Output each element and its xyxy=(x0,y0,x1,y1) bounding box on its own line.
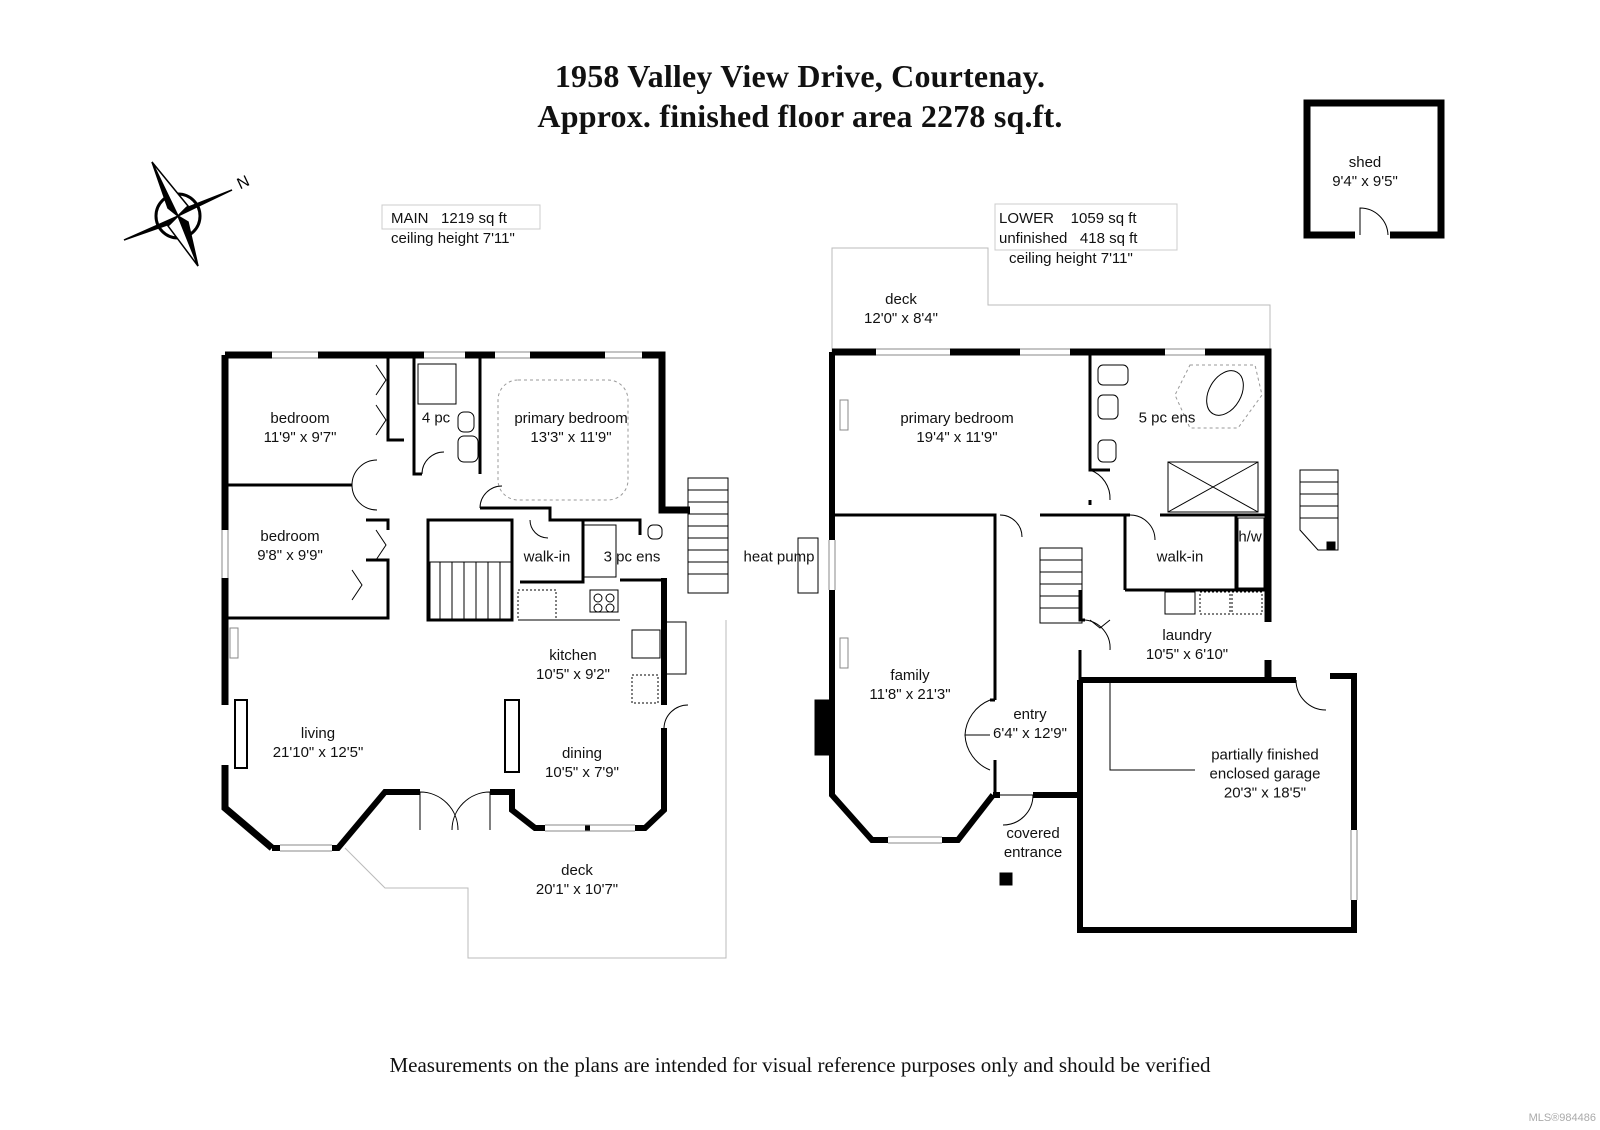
lower-info xyxy=(999,209,1137,269)
room-name: shed xyxy=(1348,154,1382,171)
room-label-family xyxy=(869,666,950,704)
room-size: 9'8" x 9'9" xyxy=(257,547,323,564)
room-size: 9'4" x 9'5" xyxy=(1332,173,1398,190)
room-label-bedroom-1 xyxy=(264,409,337,447)
room-name-2: enclosed garage xyxy=(1209,765,1321,783)
compass-north-label: N xyxy=(234,172,253,194)
room-name: walk-in xyxy=(1156,548,1204,566)
main-info-area: MAIN 1219 sq ft xyxy=(391,210,507,227)
room-label-garage xyxy=(1210,746,1321,803)
room-label-5pc-ens xyxy=(1139,409,1196,428)
page-title: 1958 Valley View Drive, Courtenay. xyxy=(554,58,1046,94)
room-name: family xyxy=(890,667,930,684)
room-label-deck-main xyxy=(536,861,618,899)
room-label-walk-in-main xyxy=(524,548,571,567)
heat-pump-label: heat pump xyxy=(743,548,815,566)
room-size: 10'5" x 6'10" xyxy=(1145,646,1229,663)
room-label-shed xyxy=(1332,153,1398,191)
room-label-walk-in-lower xyxy=(1157,548,1204,567)
room-name: living xyxy=(300,725,336,742)
room-size: 19'4" x 11'9" xyxy=(916,429,998,446)
lower-info-area: LOWER 1059 sq ft xyxy=(999,210,1137,227)
mls-watermark: MLS®984486 xyxy=(1528,1112,1596,1124)
room-label-4pc-bath xyxy=(422,409,450,428)
room-size: 20'3" x 18'5" xyxy=(1223,784,1307,802)
lower-floor-plan xyxy=(815,248,1357,930)
room-label-kitchen xyxy=(536,646,610,684)
room-name: dining xyxy=(561,745,603,762)
room-name: kitchen xyxy=(549,647,597,664)
room-size: 10'5" x 7'9" xyxy=(545,764,619,781)
room-name: 3 pc ens xyxy=(603,548,661,566)
room-name: h/w xyxy=(1238,528,1262,546)
room-label-deck-lower xyxy=(864,290,938,328)
room-name: walk-in xyxy=(523,548,571,566)
lower-info-unfinished: unfinished 418 sq ft xyxy=(999,230,1138,247)
room-name: 5 pc ens xyxy=(1138,409,1196,427)
room-name: primary bedroom xyxy=(900,410,1014,427)
room-label-entry xyxy=(993,705,1067,743)
room-size: 11'9" x 9'7" xyxy=(263,429,337,446)
room-name: 4 pc xyxy=(421,409,451,427)
main-info xyxy=(391,209,515,249)
main-info-ceiling: ceiling height 7'11" xyxy=(391,230,515,247)
room-label-primary-bedroom-lower xyxy=(900,409,1013,447)
lower-info-ceiling: ceiling height 7'11" xyxy=(1009,250,1133,267)
room-label-bedroom-2 xyxy=(257,527,323,565)
room-size: 10'5" x 9'2" xyxy=(536,666,610,683)
room-name: deck xyxy=(561,862,593,879)
room-name: covered xyxy=(1006,825,1060,842)
room-name: deck xyxy=(885,291,917,308)
room-name: primary bedroom xyxy=(514,410,628,427)
room-name: bedroom xyxy=(260,528,320,545)
room-name: entry xyxy=(1013,706,1047,723)
room-label-hot-water xyxy=(1238,528,1261,547)
room-label-laundry xyxy=(1146,626,1228,664)
room-name-2: entrance xyxy=(1003,844,1063,861)
room-name: partially finished xyxy=(1211,746,1319,764)
room-size: 21'10" x 12'5" xyxy=(272,744,364,761)
room-size: 11'8" x 21'3" xyxy=(869,686,951,703)
disclaimer-text: Measurements on the plans are intended for visual reference purposes only and should be verified xyxy=(389,1053,1211,1077)
room-name: laundry xyxy=(1162,627,1212,644)
room-label-dining xyxy=(545,744,619,782)
room-size: 13'3" x 11'9" xyxy=(530,429,612,446)
room-label-primary-bedroom-main xyxy=(514,409,627,447)
room-name: bedroom xyxy=(270,410,330,427)
room-size: 12'0" x 8'4" xyxy=(864,310,938,327)
room-label-3pc-ens xyxy=(604,548,661,567)
room-size: 20'1" x 10'7" xyxy=(535,881,619,898)
room-label-covered-entrance xyxy=(1004,824,1062,862)
room-label-living xyxy=(273,724,364,762)
room-size: 6'4" x 12'9" xyxy=(993,725,1067,742)
compass-icon xyxy=(124,162,232,266)
page-subtitle: Approx. finished floor area 2278 sq.ft. xyxy=(537,98,1063,134)
